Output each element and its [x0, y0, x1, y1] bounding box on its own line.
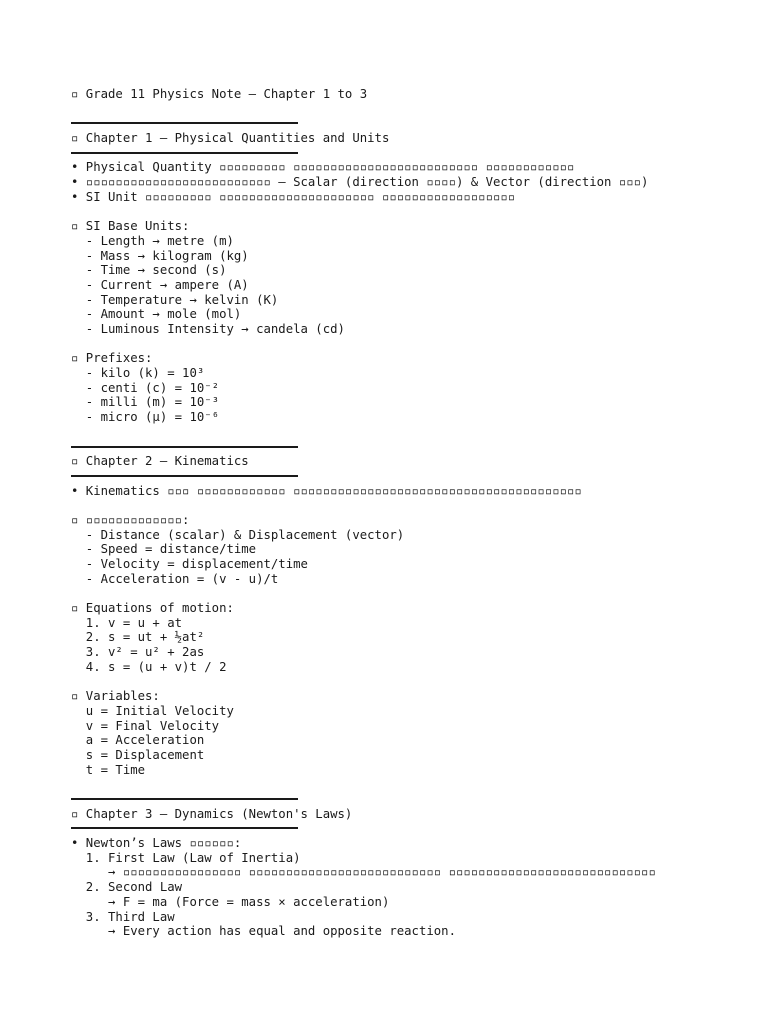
note-line: • Kinematics ▫▫▫ ▫▫▫▫▫▫▫▫▫▫▫▫ ▫▫▫▫▫▫▫▫▫▫▫▫▫▫▫▫▫▫▫▫▫▫▫▫▫▫▫▫▫▫▫▫▫▫▫▫▫▫▫ — [71, 483, 582, 498]
note-line: - Speed = distance/time — [71, 542, 257, 557]
note-line: t = Time — [71, 762, 146, 777]
note-line: ▫ Chapter 2 – Kinematics — [71, 454, 249, 469]
note-line: • Physical Quantity ▫▫▫▫▫▫▫▫▫ ▫▫▫▫▫▫▫▫▫▫▫▫▫▫▫▫▫▫▫▫▫▫▫▫▫ ▫▫▫▫▫▫▫▫▫▫▫▫ — [71, 160, 575, 175]
note-line: - Length → metre (m) — [71, 233, 234, 248]
note-line: - Current → ampere (A) — [71, 277, 249, 292]
section-divider — [71, 821, 751, 836]
note-line: 2. Second Law — [71, 880, 183, 895]
note-line: • SI Unit ▫▫▫▫▫▫▫▫▫ ▫▫▫▫▫▫▫▫▫▫▫▫▫▫▫▫▫▫▫▫▫ ▫▫▫▫▫▫▫▫▫▫▫▫▫▫▫▫▫▫ — [71, 189, 516, 204]
note-line: ▫ Prefixes: — [71, 351, 153, 366]
note-line: 1. v = u + at — [71, 615, 183, 630]
note-line: → ▫▫▫▫▫▫▫▫▫▫▫▫▫▫▫▫ ▫▫▫▫▫▫▫▫▫▫▫▫▫▫▫▫▫▫▫▫▫▫▫▫▫▫ ▫▫▫▫▫▫▫▫▫▫▫▫▫▫▫▫▫▫▫▫▫▫▫▫▫▫▫▫ — [71, 865, 656, 880]
note-line: a = Acceleration — [71, 733, 205, 748]
note-line: - Temperature → kelvin (K) — [71, 292, 279, 307]
note-line: - micro (μ) = 10⁻⁶ — [71, 410, 220, 425]
note-line: u = Initial Velocity — [71, 703, 234, 718]
note-line: - Distance (scalar) & Displacement (vector) — [71, 527, 405, 542]
blank-line — [71, 498, 751, 513]
note-line: - centi (c) = 10⁻² — [71, 380, 220, 395]
note-line: ▫ Equations of motion: — [71, 601, 234, 616]
note-line: 3. v² = u² + 2as — [71, 645, 205, 660]
note-line: • Newton’s Laws ▫▫▫▫▫▫: — [71, 836, 242, 851]
section-divider — [71, 469, 751, 484]
section-divider — [71, 792, 751, 807]
note-line: 2. s = ut + ½at² — [71, 630, 205, 645]
blank-line — [71, 425, 751, 440]
note-line: - Luminous Intensity → candela (cd) — [71, 322, 345, 336]
note-line: - Time → second (s) — [71, 263, 227, 278]
note-line: 4. s = (u + v)t / 2 — [71, 659, 227, 674]
blank-line — [71, 102, 751, 117]
note-line: → F = ma (Force = mass × acceleration) — [71, 894, 390, 909]
note-line: - Velocity = displacement/time — [71, 557, 308, 571]
note-line: - Acceleration = (v - u)/t — [71, 571, 279, 586]
section-divider — [71, 116, 751, 131]
note-document — [71, 87, 751, 939]
note-line: ▫ ▫▫▫▫▫▫▫▫▫▫▫▫▫: — [71, 512, 190, 527]
blank-line — [71, 337, 751, 352]
section-divider — [71, 440, 751, 455]
blank-line — [71, 586, 751, 601]
note-line: v = Final Velocity — [71, 718, 220, 733]
note-line: ▫ Chapter 3 – Dynamics (Newton's Laws) — [71, 806, 353, 821]
blank-line — [71, 777, 751, 792]
note-line: 1. First Law (Law of Inertia) — [71, 850, 301, 865]
note-line: ▫ Variables: — [71, 689, 160, 704]
note-line: - kilo (k) = 10³ — [71, 366, 205, 381]
note-line: • ▫▫▫▫▫▫▫▫▫▫▫▫▫▫▫▫▫▫▫▫▫▫▫▫▫ – Scalar (direction ▫▫▫▫) & Vector (direction ▫▫▫) — [71, 175, 649, 190]
note-line: 3. Third Law — [71, 909, 175, 924]
note-line: ▫ SI Base Units: — [71, 219, 190, 234]
blank-line — [71, 205, 751, 220]
note-line: s = Displacement — [71, 747, 205, 762]
section-divider — [71, 146, 751, 161]
note-line: - milli (m) = 10⁻³ — [71, 395, 220, 410]
note-line: ▫ Grade 11 Physics Note – Chapter 1 to 3 — [71, 87, 368, 101]
note-line: - Amount → mole (mol) — [71, 307, 242, 322]
note-line: - Mass → kilogram (kg) — [71, 248, 249, 263]
note-line: → Every action has equal and opposite reaction. — [71, 924, 456, 939]
note-line: ▫ Chapter 1 – Physical Quantities and Units — [71, 131, 390, 146]
blank-line — [71, 675, 751, 690]
